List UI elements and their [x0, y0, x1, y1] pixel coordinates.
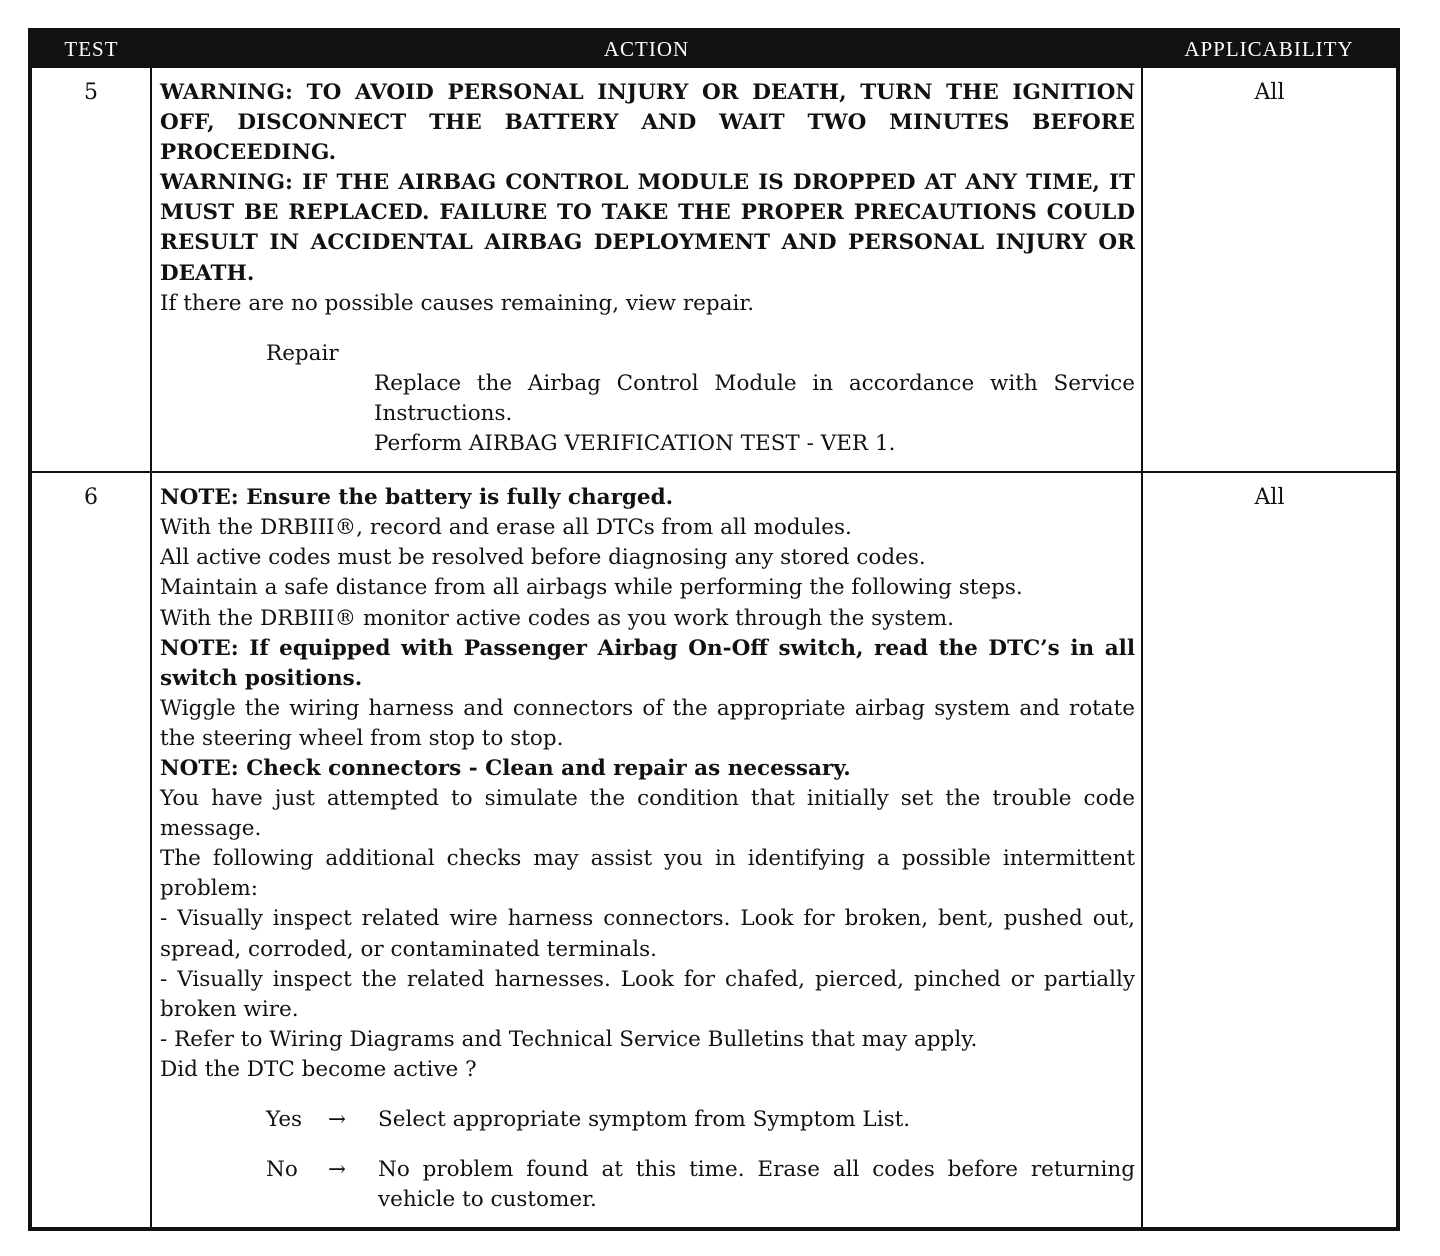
applicability-value: All: [1142, 472, 1398, 1229]
warning-text: WARNING: IF THE AIRBAG CONTROL MODULE IS DROPPED AT ANY TIME, IT MUST BE REPLACED. FAILURE TO TAKE THE PROPER PRECAUTIONS COULD RESULT IN ACCIDENTAL AIRBAG DEPLOYMENT AND PERSONAL INJURY OR DEATH.: [160, 170, 1135, 286]
action-cell: [151, 67, 1142, 472]
note-text: NOTE: Ensure the battery is fully charged.: [160, 485, 674, 511]
table-header-row: [30, 30, 1398, 67]
table-row-test-5: [30, 67, 1398, 472]
branch-label: No: [266, 1157, 298, 1183]
action-lines: [160, 483, 1135, 1085]
table-row-test-6: [30, 472, 1398, 1229]
header-applicability: APPLICABILITY: [1142, 30, 1398, 67]
repair-step: Replace the Airbag Control Module in accordance with Service Instructions.: [374, 370, 1135, 426]
action-line: All active codes must be resolved before diagnosing any stored codes.: [160, 545, 926, 571]
applicability-value: All: [1142, 67, 1398, 472]
action-line: Maintain a safe distance from all airbags while performing the following steps.: [160, 575, 1023, 601]
diagnostic-test-table: [28, 28, 1400, 1231]
repair-label: Repair: [266, 340, 339, 366]
branch-label: Yes: [266, 1107, 303, 1132]
test-number: 5: [30, 67, 151, 472]
repair-step: Perform AIRBAG VERIFICATION TEST - VER 1.: [374, 431, 896, 457]
action-line: With the DRBIII® monitor active codes as you work through the system.: [160, 605, 954, 631]
action-line: - Visually inspect the related harnesses. Look for chafed, pierced, pinched or partially broken wire.: [160, 966, 1135, 1022]
test-number: 6: [30, 472, 151, 1229]
instruction-text: If there are no possible causes remaining, view repair.: [160, 290, 755, 316]
action-line: - Visually inspect related wire harness connectors. Look for broken, bent, pushed out, spread, corroded, or contaminated terminals.: [160, 906, 1135, 962]
diagnostic-page: [28, 28, 1396, 1231]
header-action: ACTION: [151, 30, 1142, 67]
note-text: NOTE: Check connectors - Clean and repair as necessary.: [160, 755, 851, 781]
branch-text: No problem found at this time. Erase all codes before returning vehicle to customer.: [378, 1157, 1135, 1213]
action-line: The following additional checks may assist you in identifying a possible intermittent problem:: [160, 846, 1135, 902]
header-test: TEST: [30, 30, 151, 67]
warning-text: WARNING: TO AVOID PERSONAL INJURY OR DEATH, TURN THE IGNITION OFF, DISCONNECT THE BATTERY AND WAIT TWO MINUTES BEFORE PROCEEDING.: [160, 80, 1135, 166]
action-line: - Refer to Wiring Diagrams and Technical Service Bulletins that may apply.: [160, 1026, 978, 1052]
arrow-right-icon: →: [328, 1157, 347, 1183]
action-line: Wiggle the wiring harness and connectors of the appropriate airbag system and rotate the steering wheel from stop to stop.: [160, 695, 1135, 751]
action-cell: [151, 472, 1142, 1229]
arrow-right-icon: →: [328, 1107, 347, 1132]
action-line: With the DRBIII®, record and erase all DTCs from all modules.: [160, 515, 852, 541]
action-line: Did the DTC become active ?: [160, 1056, 477, 1082]
note-text: NOTE: If equipped with Passenger Airbag On-Off switch, read the DTC’s in all switch positions.: [160, 635, 1135, 691]
action-line: You have just attempted to simulate the condition that initially set the trouble code message.: [160, 786, 1135, 842]
branch-no: [160, 1155, 1135, 1215]
branch-yes: [160, 1105, 1135, 1135]
branch-text: Select appropriate symptom from Symptom List.: [378, 1107, 911, 1132]
